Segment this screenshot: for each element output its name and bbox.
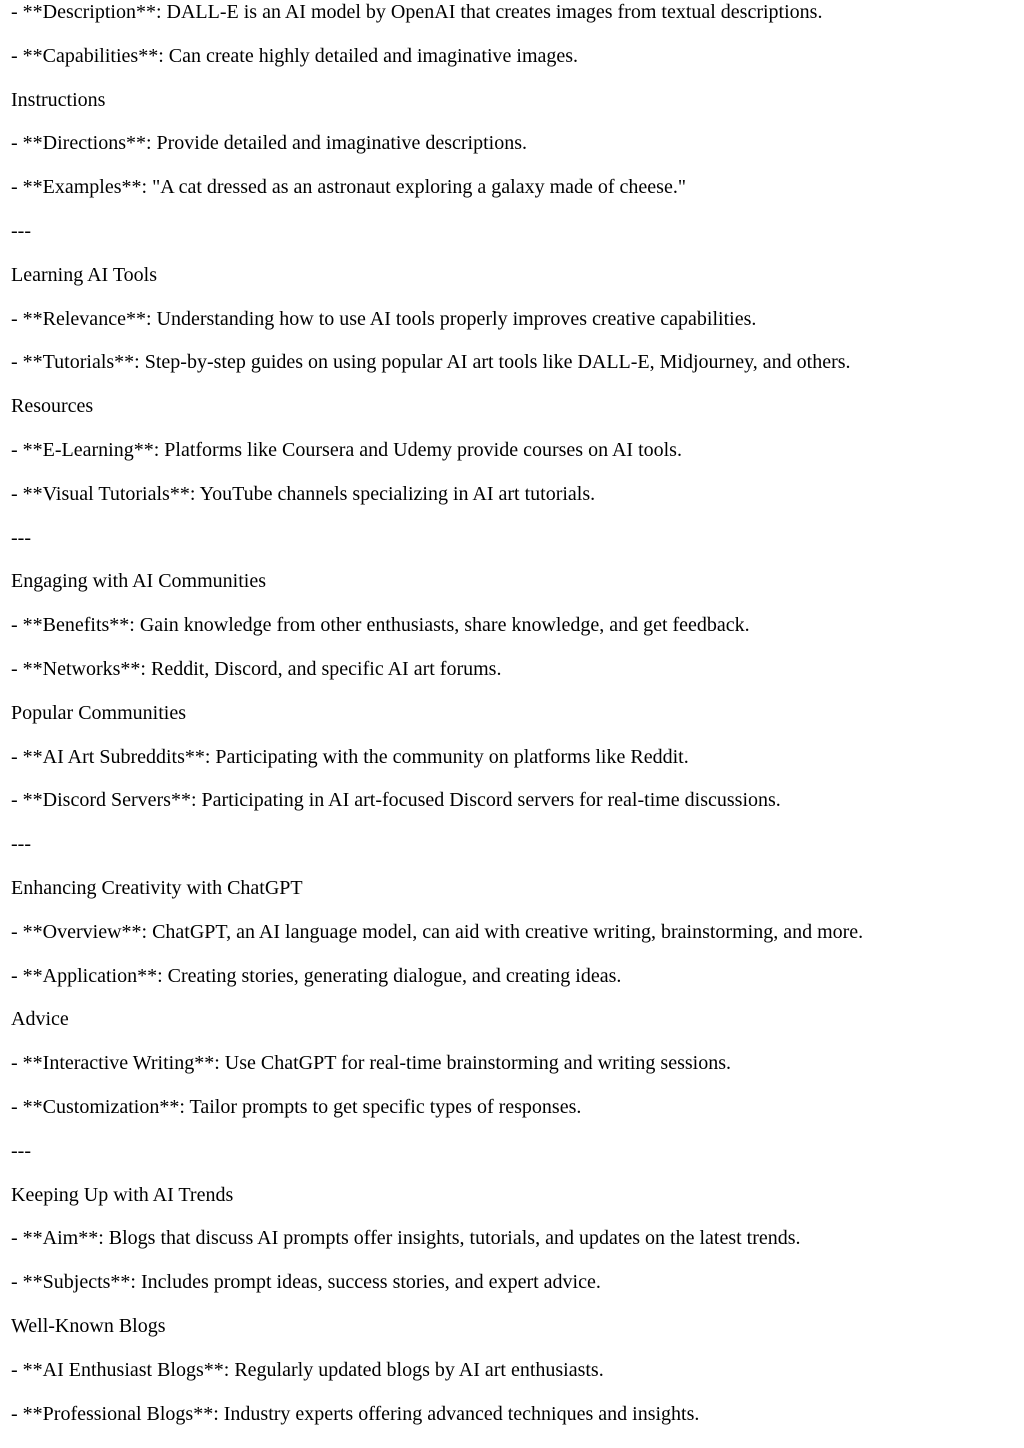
bullet-directions: - **Directions**: Provide detailed and imaginative descriptions. <box>11 132 527 155</box>
bullet-tutorials: - **Tutorials**: Step-by-step guides on using popular AI art tools like DALL-E, Midjourney, and others. <box>11 351 851 374</box>
bullet-benefits: - **Benefits**: Gain knowledge from other enthusiasts, share knowledge, and get feedback. <box>11 614 750 637</box>
bullet-e-learning: - **E-Learning**: Platforms like Coursera and Udemy provide courses on AI tools. <box>11 438 682 461</box>
bullet-capabilities: - **Capabilities**: Can create highly detailed and imaginative images. <box>11 44 579 67</box>
bullet-ai-art-subreddits: - **AI Art Subreddits**: Participating with the community on platforms like Reddit. <box>11 745 689 768</box>
divider: --- <box>11 526 31 549</box>
heading-ai-trends: Keeping Up with AI Trends <box>11 1183 234 1206</box>
heading-popular-communities: Popular Communities <box>11 701 186 724</box>
bullet-subjects: - **Subjects**: Includes prompt ideas, success stories, and expert advice. <box>11 1271 601 1294</box>
bullet-examples: - **Examples**: "A cat dressed as an astronaut exploring a galaxy made of cheese." <box>11 176 686 199</box>
bullet-professional-blogs: - **Professional Blogs**: Industry experts offering advanced techniques and insights. <box>11 1402 700 1425</box>
bullet-customization: - **Customization**: Tailor prompts to get specific types of responses. <box>11 1095 582 1118</box>
heading-engaging-communities: Engaging with AI Communities <box>11 570 266 593</box>
bullet-interactive-writing: - **Interactive Writing**: Use ChatGPT for real-time brainstorming and writing sessions. <box>11 1052 731 1075</box>
bullet-ai-enthusiast-blogs: - **AI Enthusiast Blogs**: Regularly updated blogs by AI art enthusiasts. <box>11 1358 604 1381</box>
bullet-application: - **Application**: Creating stories, generating dialogue, and creating ideas. <box>11 964 622 987</box>
bullet-networks: - **Networks**: Reddit, Discord, and specific AI art forums. <box>11 657 502 680</box>
document-body <box>11 0 1024 1445</box>
divider: --- <box>11 219 31 242</box>
heading-instructions: Instructions <box>11 88 106 111</box>
bullet-relevance: - **Relevance**: Understanding how to use AI tools properly improves creative capabilities. <box>11 307 757 330</box>
divider: --- <box>11 1139 31 1162</box>
heading-learning-ai-tools: Learning AI Tools <box>11 263 157 286</box>
bullet-overview: - **Overview**: ChatGPT, an AI language model, can aid with creative writing, brainstorming, and more. <box>11 920 864 943</box>
heading-enhancing-creativity: Enhancing Creativity with ChatGPT <box>11 876 303 899</box>
bullet-aim: - **Aim**: Blogs that discuss AI prompts offer insights, tutorials, and updates on the latest trends. <box>11 1227 801 1250</box>
heading-resources: Resources <box>11 395 94 418</box>
heading-advice: Advice <box>11 1008 69 1031</box>
heading-well-known-blogs: Well-Known Blogs <box>11 1314 166 1337</box>
bullet-discord-servers: - **Discord Servers**: Participating in AI art-focused Discord servers for real-time discussions. <box>11 789 781 812</box>
bullet-visual-tutorials: - **Visual Tutorials**: YouTube channels specializing in AI art tutorials. <box>11 482 596 505</box>
bullet-description: - **Description**: DALL-E is an AI model by OpenAI that creates images from textual descriptions. <box>11 1 823 23</box>
divider: --- <box>11 833 31 856</box>
